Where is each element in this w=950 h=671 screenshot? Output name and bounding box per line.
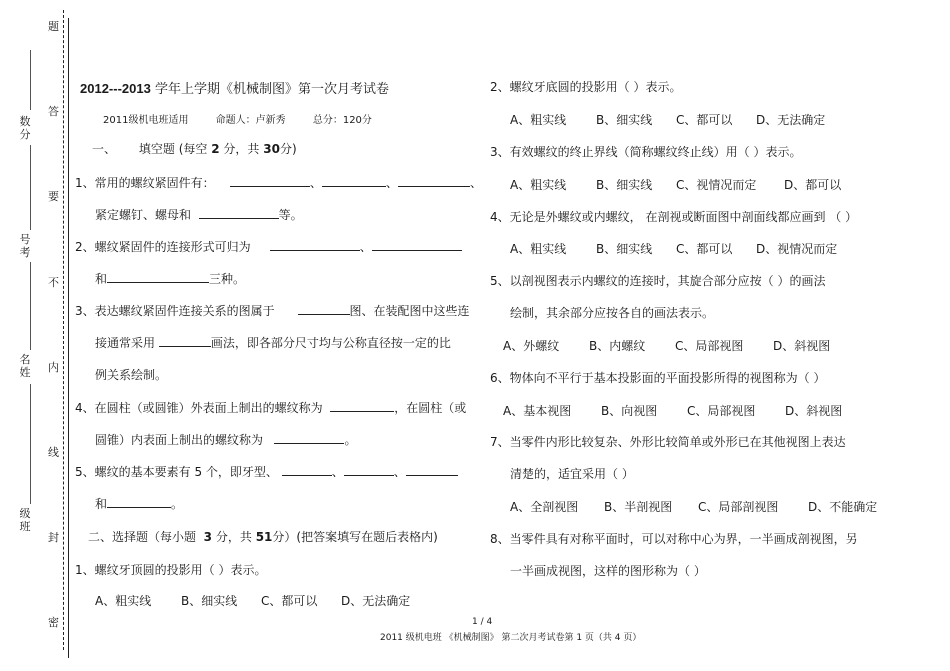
choice-options-7 bbox=[510, 498, 877, 515]
fill-question-1: 1、常用的螺纹紧固件有： 、 、 、 bbox=[75, 176, 482, 190]
choice-options-1 bbox=[95, 592, 410, 609]
side-label-name: 名姓 bbox=[19, 353, 31, 379]
fill-question-3: 3、表达螺纹紧固件连接关系的图属于 图、在装配图中这些连 bbox=[75, 304, 470, 318]
option-b[interactable]: B、细实线 bbox=[181, 594, 238, 608]
choice-question-8: 8、当零件具有对称平面时，可以对称中心为界，一半画成剖视图，另 bbox=[490, 532, 858, 546]
option-c[interactable]: C、都可以 bbox=[676, 242, 733, 256]
margin-line bbox=[30, 145, 31, 230]
answer-blank[interactable] bbox=[107, 495, 171, 508]
option-d[interactable]: D、不能确定 bbox=[808, 500, 878, 514]
meta-score: 总分：120分 bbox=[312, 115, 372, 126]
answer-blank[interactable] bbox=[282, 463, 332, 476]
seal-char: 题 bbox=[48, 20, 59, 33]
choice-question-4: 4、无论是外螺纹或内螺纹， 在剖视或断面图中剖面线都应画到 （ ） bbox=[490, 210, 858, 224]
option-b[interactable]: B、内螺纹 bbox=[589, 339, 646, 353]
fill-question-3-cont: 接通常采用 画法，即各部分尺寸均与公称直径按一定的比 bbox=[95, 336, 451, 350]
option-a[interactable]: A、全剖视图 bbox=[510, 500, 579, 514]
option-a[interactable]: A、粗实线 bbox=[95, 594, 152, 608]
answer-blank[interactable] bbox=[406, 463, 458, 476]
seal-line-dashed bbox=[63, 10, 64, 650]
option-b[interactable]: B、细实线 bbox=[596, 113, 653, 127]
option-d[interactable]: D、都可以 bbox=[784, 178, 842, 192]
section-fill-header: 一、 填空题 (每空 2 分，共 30分) bbox=[92, 142, 297, 156]
seal-char: 要 bbox=[48, 190, 59, 203]
answer-blank[interactable] bbox=[322, 174, 386, 187]
fill-question-5: 5、螺纹的基本要素有 5 个，即牙型、 、 、 bbox=[75, 463, 458, 480]
fill-question-4-cont: 圆锥）内表面上制出的螺纹称为 。 bbox=[95, 433, 357, 447]
option-b[interactable]: B、细实线 bbox=[596, 178, 653, 192]
option-c[interactable]: C、局部视图 bbox=[687, 404, 756, 418]
choice-question-5: 5、以剖视图表示内螺纹的连接时，其旋合部分应按（ ）的画法 bbox=[490, 274, 826, 288]
side-label-exam-number: 号考 bbox=[19, 233, 31, 259]
fill-question-2-cont: 和 三种。 bbox=[95, 272, 246, 286]
page-number: 1 / 4 bbox=[472, 617, 493, 627]
option-b[interactable]: B、向视图 bbox=[601, 404, 658, 418]
choice-question-7-cont: 清楚的，适宜采用（ ） bbox=[510, 467, 634, 481]
option-a[interactable]: A、粗实线 bbox=[510, 242, 567, 256]
answer-blank[interactable] bbox=[398, 174, 470, 187]
option-b[interactable]: B、半剖视图 bbox=[604, 500, 673, 514]
option-c[interactable]: C、都可以 bbox=[676, 113, 733, 127]
seal-char: 内 bbox=[48, 361, 59, 374]
answer-blank[interactable] bbox=[270, 238, 360, 251]
seal-char: 线 bbox=[48, 446, 59, 459]
option-d[interactable]: D、无法确定 bbox=[341, 594, 411, 608]
option-d[interactable]: D、斜视图 bbox=[773, 339, 831, 353]
answer-blank[interactable] bbox=[199, 206, 279, 219]
choice-question-6: 6、物体向不平行于基本投影面的平面投影所得的视图称为（ ） bbox=[490, 371, 826, 385]
option-a[interactable]: A、粗实线 bbox=[510, 113, 567, 127]
margin-line bbox=[30, 50, 31, 110]
option-c[interactable]: C、视情况而定 bbox=[676, 178, 757, 192]
margin-line bbox=[30, 262, 31, 350]
choice-question-7: 7、当零件内形比较复杂、外形比较简单或外形已在其他视图上表达 bbox=[490, 435, 846, 449]
margin-line bbox=[30, 384, 31, 504]
answer-blank[interactable] bbox=[107, 270, 209, 283]
option-b[interactable]: B、细实线 bbox=[596, 242, 653, 256]
answer-blank[interactable] bbox=[298, 302, 350, 315]
seal-char: 封 bbox=[48, 531, 59, 544]
choice-question-3: 3、有效螺纹的终止界线（简称螺纹终止线）用（ ）表示。 bbox=[490, 145, 802, 159]
section-choice-header: 二、选择题（每小题 3 分，共 51分）(把答案填写在题后表格内) bbox=[88, 530, 438, 544]
choice-question-1: 1、螺纹牙顶圆的投影用（ ）表示。 bbox=[75, 563, 267, 577]
choice-question-5-cont: 绘制，其余部分应按各自的画法表示。 bbox=[510, 306, 715, 320]
exam-year: 2012---2013 bbox=[80, 81, 151, 96]
option-d[interactable]: D、视情况而定 bbox=[756, 242, 838, 256]
option-d[interactable]: D、斜视图 bbox=[785, 404, 843, 418]
meta-author: 命题人：卢新秀 bbox=[215, 115, 286, 126]
option-c[interactable]: C、局部视图 bbox=[675, 339, 744, 353]
choice-options-3 bbox=[510, 176, 841, 193]
option-a[interactable]: A、外螺纹 bbox=[503, 339, 560, 353]
fill-question-4: 4、在圆柱（或圆锥）外表面上制出的螺纹称为 ，在圆柱（或 bbox=[75, 401, 467, 415]
option-d[interactable]: D、无法确定 bbox=[756, 113, 826, 127]
seal-line-solid bbox=[68, 18, 69, 658]
choice-options-6 bbox=[503, 402, 842, 419]
exam-title bbox=[80, 78, 389, 97]
choice-options-5 bbox=[503, 337, 830, 354]
answer-blank[interactable] bbox=[159, 334, 211, 347]
fill-question-1-cont: 紧定螺钉、螺母和 等。 bbox=[95, 208, 303, 222]
seal-char: 不 bbox=[48, 276, 59, 289]
page-footer: 2011 级机电班 《机械制图》 第二次月考试卷第 1 页（共 4 页） bbox=[380, 633, 642, 643]
choice-question-8-cont: 一半画成视图，这样的图形称为（ ） bbox=[510, 564, 706, 578]
seal-char: 答 bbox=[48, 105, 59, 118]
meta-class: 2011级机电班适用 bbox=[103, 115, 189, 126]
option-c[interactable]: C、局部剖视图 bbox=[698, 500, 779, 514]
fill-question-2: 2、螺纹紧固件的连接形式可归为 、 bbox=[75, 238, 462, 255]
option-a[interactable]: A、基本视图 bbox=[503, 404, 572, 418]
choice-options-4 bbox=[510, 240, 837, 257]
seal-char: 密 bbox=[48, 616, 59, 629]
answer-blank[interactable] bbox=[230, 174, 310, 187]
side-label-score: 数分 bbox=[19, 115, 31, 141]
exam-title-text: 学年上学期《机械制图》第一次月考试卷 bbox=[154, 82, 389, 97]
choice-question-2: 2、螺纹牙底圆的投影用（ ）表示。 bbox=[490, 80, 682, 94]
exam-meta bbox=[103, 111, 396, 126]
answer-blank[interactable] bbox=[330, 399, 394, 412]
fill-question-5-cont: 和 。 bbox=[95, 497, 184, 511]
choice-options-2 bbox=[510, 111, 825, 128]
answer-blank[interactable] bbox=[344, 463, 394, 476]
option-c[interactable]: C、都可以 bbox=[261, 594, 318, 608]
answer-blank[interactable] bbox=[274, 431, 344, 444]
fill-question-3-end: 例关系绘制。 bbox=[95, 368, 168, 382]
answer-blank[interactable] bbox=[372, 238, 462, 251]
option-a[interactable]: A、粗实线 bbox=[510, 178, 567, 192]
side-label-class: 级班 bbox=[19, 507, 31, 533]
